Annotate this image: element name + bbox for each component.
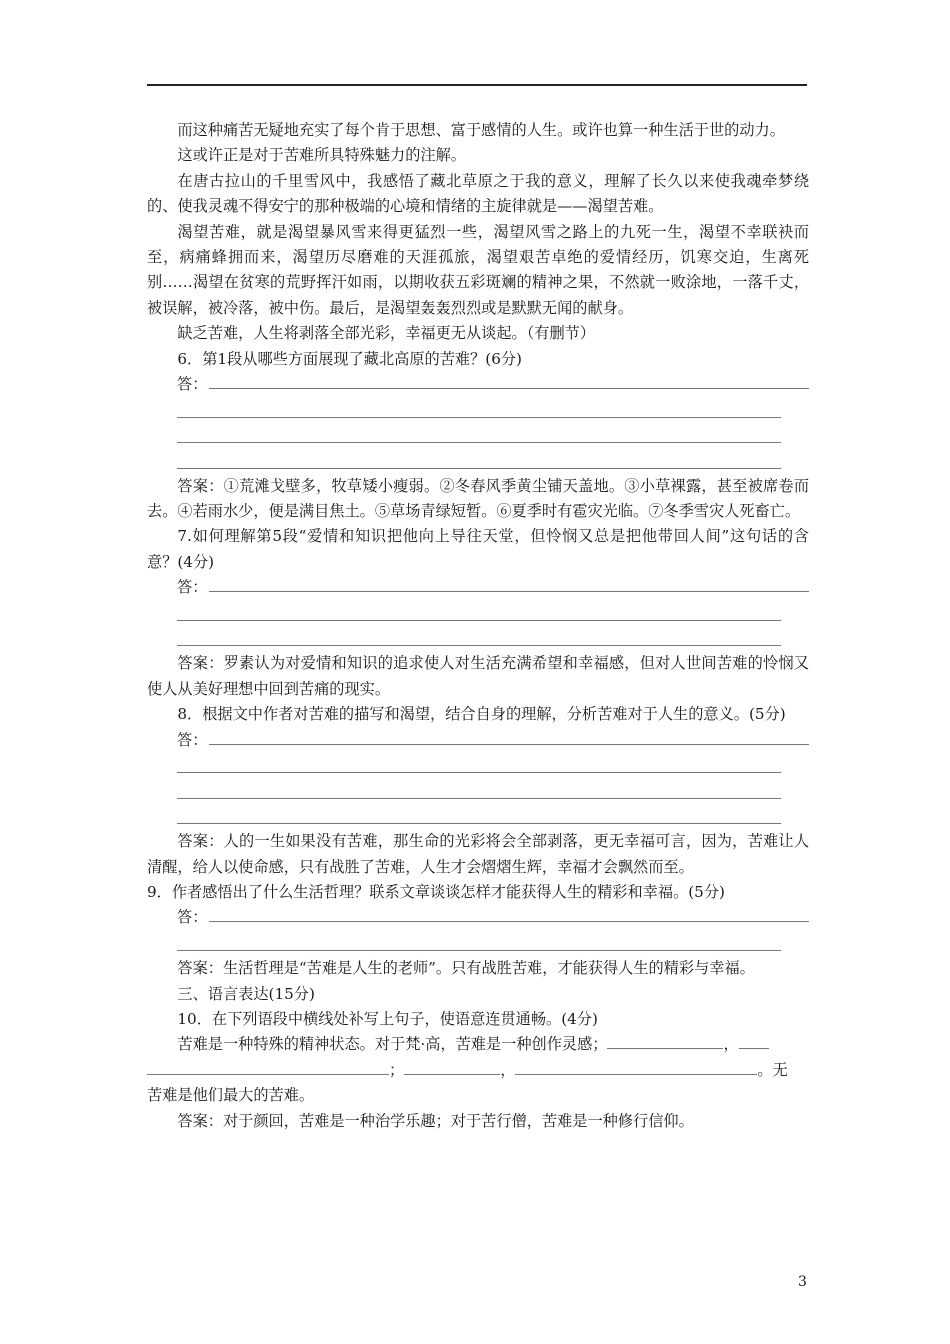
fill-blank-1[interactable] xyxy=(607,1032,723,1049)
question-6: 6．第1段从哪些方面展现了藏北高原的苦难？(6分) xyxy=(177,349,522,368)
fill-blank-4[interactable] xyxy=(515,1058,757,1075)
fill-blank-2b[interactable] xyxy=(147,1058,389,1075)
header-rule xyxy=(147,84,807,86)
question-8: 8．根据文中作者对苦难的描写和渴望，结合自身的理解，分析苦难对于人生的意义。(5分) xyxy=(177,705,786,724)
answer-q9: 答案：生活哲理是“苦难是人生的老师”。只有战胜苦难，才能获得人生的精彩与幸福。 xyxy=(177,959,755,978)
paragraph-2: 这或许正是对于苦难所具特殊魅力的注解。 xyxy=(177,146,466,165)
question-10: 10．在下列语段中横线处补写上句子，使语意连贯通畅。(4分) xyxy=(177,1010,598,1029)
answer-q10: 答案：对于颜回，苦难是一种治学乐趣；对于苦行僧，苦难是一种修行信仰。 xyxy=(177,1111,694,1130)
answer-line-q6-2[interactable] xyxy=(177,397,809,422)
document-body xyxy=(147,118,809,1134)
question-10-passage: 苦难是一种特殊的精神状态。对于梵·高，苦难是一种创作灵感； ， xyxy=(147,1032,809,1057)
answer-line-q8-4[interactable] xyxy=(177,804,809,829)
answer-line-q6-1[interactable] xyxy=(177,372,809,397)
page-number: 3 xyxy=(798,1274,807,1290)
answer-line-q7-3[interactable] xyxy=(177,626,809,651)
answer-q7: 答案：罗素认为对爱情和知识的追求使人对生活充满希望和幸福感，但对人世间苦难的怜悯又使人从美好理想中回到苦痛的现实。 xyxy=(147,654,809,698)
fill-blank-3[interactable] xyxy=(404,1058,500,1075)
answer-prefix: 答： xyxy=(177,908,208,927)
question-9: 9．作者感悟出了什么生活哲理？联系文章谈谈怎样才能获得人生的精彩和幸福。(5分) xyxy=(147,883,725,902)
answer-q6: 答案：①荒滩戈壁多，牧草矮小瘦弱。②冬春风季黄尘铺天盖地。③小草裸露，甚至被席卷而去。④若雨水少，便是满目焦土。⑤草场青绿短暂。⑥夏季时有雹灾光临。⑦冬季雪灾人死畜亡。 xyxy=(147,476,809,521)
question-7: 7.如何理解第5段“爱情和知识把他向上导往天堂，但怜悯又总是把他带回人间”这句话的含意？(4分) xyxy=(147,527,809,571)
answer-line-q8-3[interactable] xyxy=(177,778,809,803)
paragraph-5: 缺乏苦难，人生将剥落全部光彩，幸福更无从谈起。（有删节） xyxy=(177,324,596,343)
question-10-passage-end: 苦难是他们最大的苦难。 xyxy=(147,1086,315,1105)
answer-line-q9-2[interactable] xyxy=(177,931,809,956)
answer-line-q8-1[interactable] xyxy=(177,728,809,753)
answer-line-q6-4[interactable] xyxy=(177,448,809,473)
question-10-blank-line: ； ， 。无 xyxy=(147,1058,809,1083)
answer-prefix: 答： xyxy=(177,375,208,394)
answer-q8: 答案：人的一生如果没有苦难，那生命的光彩将会全部剥落，更无幸福可言，因为，苦难让人清醒，给人以使命感，只有战胜了苦难，人生才会熠熠生辉，幸福才会飘然而至。 xyxy=(147,832,809,876)
answer-line-q8-2[interactable] xyxy=(177,753,809,778)
answer-line-q7-1[interactable] xyxy=(177,575,809,600)
paragraph-4: 渴望苦难，就是渴望暴风雪来得更猛烈一些，渴望风雪之路上的九死一生，渴望不幸联袂而至，病痛蜂拥而来，渴望历尽磨难的天涯孤旅，渴望艰苦卓绝的爱情经历，饥寒交迫，生离死别……渴望在贫寒的荒野挥汗如雨，以期收获五彩斑斓的精神之果，不然就一败涂地，一落千丈，被误解，被冷落，被中伤。最后，是渴望轰轰烈烈或是默默无闻的献身。 xyxy=(147,222,809,317)
answer-line-q6-3[interactable] xyxy=(177,423,809,448)
answer-line-q7-2[interactable] xyxy=(177,601,809,626)
answer-prefix: 答： xyxy=(177,578,208,597)
fill-blank-2a[interactable] xyxy=(739,1032,769,1049)
paragraph-3: 在唐古拉山的千里雪风中，我感悟了藏北草原之于我的意义，理解了长久以来使我魂牵梦绕的、使我灵魂不得安宁的那种极端的心境和情绪的主旋律就是——渴望苦难。 xyxy=(147,171,809,216)
paragraph-1: 而这种痛苦无疑地充实了每个肯于思想、富于感情的人生。或许也算一种生活于世的动力。 xyxy=(177,121,785,139)
section-heading-3: 三、语言表达(15分) xyxy=(177,984,315,1003)
answer-prefix: 答： xyxy=(177,730,208,749)
answer-line-q9-1[interactable] xyxy=(177,905,809,930)
